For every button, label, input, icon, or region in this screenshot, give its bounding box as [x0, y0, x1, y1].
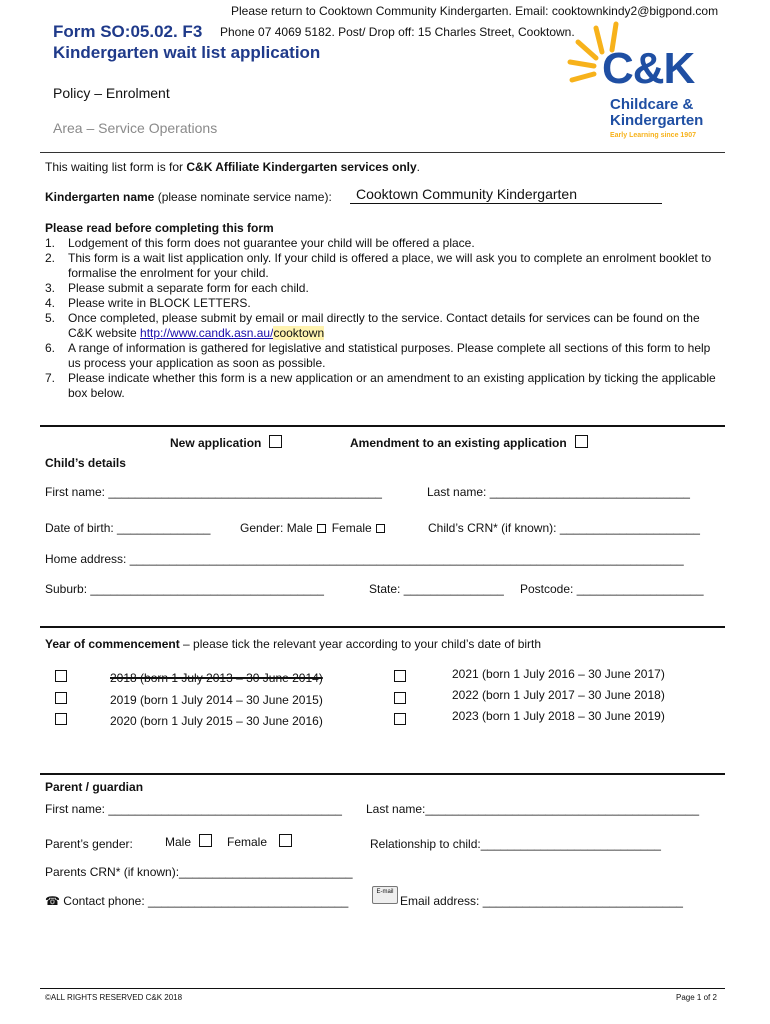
suburb-field[interactable]: Suburb: ___________________________________: [45, 582, 324, 596]
child-male-checkbox[interactable]: [317, 524, 326, 533]
logo-brand: C&K: [602, 44, 695, 93]
year-2020-checkbox[interactable]: [55, 713, 67, 725]
email-field[interactable]: Email address: ______________________________: [400, 894, 683, 908]
instructions-list: [45, 236, 725, 401]
section-divider: [40, 773, 725, 775]
child-last-name-field[interactable]: Last name: ______________________________: [427, 485, 690, 499]
year-2022-option: 2022 (born 1 July 2017 – 30 June 2018): [452, 688, 665, 702]
instructions-heading: Please read before completing this form: [45, 221, 274, 235]
ck-logo: [560, 18, 720, 148]
relationship-field[interactable]: Relationship to child:___________________________: [370, 837, 661, 851]
year-2021-option: 2021 (born 1 July 2016 – 30 June 2017): [452, 667, 665, 681]
commencement-heading: Year of commencement – please tick the relevant year according to your child’s date of birth: [45, 637, 542, 651]
parent-gender-female[interactable]: Female: [227, 834, 292, 849]
footer-divider: [40, 988, 725, 989]
logo-line2: Kindergarten: [610, 112, 704, 129]
home-address-field[interactable]: Home address: ___________________________________________________________________________________: [45, 552, 684, 566]
year-2021-checkbox[interactable]: [394, 670, 406, 682]
section-divider: [40, 425, 725, 427]
parent-last-name-field[interactable]: Last name:_________________________________________: [366, 802, 699, 816]
child-dob-field[interactable]: Date of birth: ______________: [45, 521, 211, 535]
amendment-option[interactable]: Amendment to an existing application: [350, 435, 588, 450]
new-application-option[interactable]: New application: [170, 435, 282, 450]
year-2023-option: 2023 (born 1 July 2018 – 30 June 2019): [452, 709, 665, 723]
highlighted-service: cooktown: [273, 326, 325, 340]
list-item: 5. Once completed, please submit by email or mail directly to the service. Contact details for services can be found on the C&K website http://www.candk.asn.au/cooktown: [45, 311, 700, 340]
logo-line1: Childcare &: [610, 96, 694, 113]
parent-heading: Parent / guardian: [45, 780, 144, 794]
postcode-field[interactable]: Postcode: ___________________: [520, 582, 704, 596]
parent-female-checkbox[interactable]: [279, 834, 292, 847]
list-item: 1. Lodgement of this form does not guarantee your child will be offered a place.: [45, 236, 475, 250]
child-female-checkbox[interactable]: [376, 524, 385, 533]
year-2020-option: 2020 (born 1 July 2015 – 30 June 2016): [110, 714, 323, 728]
page-title: Kindergarten wait list application: [53, 43, 321, 62]
child-details-heading: Child’s details: [45, 456, 126, 470]
child-first-name-field[interactable]: First name: _________________________________________: [45, 485, 382, 499]
area-label: Area – Service Operations: [53, 120, 218, 136]
amendment-checkbox[interactable]: [575, 435, 588, 448]
list-item: 2. This form is a wait list application only. If your child is offered a place, we will ask you to complete an enrolment booklet to formalise the enrolment for your child.: [45, 251, 712, 280]
state-field[interactable]: State: _______________: [369, 582, 504, 596]
year-2018-checkbox[interactable]: [55, 670, 67, 682]
email-icon: E-mail: [372, 886, 398, 904]
parent-crn-field[interactable]: Parents CRN* (if known):__________________________: [45, 865, 353, 879]
year-2022-checkbox[interactable]: [394, 692, 406, 704]
year-2023-checkbox[interactable]: [394, 713, 406, 725]
parent-gender-label: Parent’s gender:: [45, 837, 133, 851]
kindergarten-name-label: Kindergarten name (please nominate service name):: [45, 190, 332, 204]
intro-text: This waiting list form is for C&K Affiliate Kindergarten services only.: [45, 160, 421, 174]
parent-gender-male[interactable]: Male: [165, 834, 212, 849]
parent-male-checkbox[interactable]: [199, 834, 212, 847]
year-2019-checkbox[interactable]: [55, 692, 67, 704]
child-crn-field[interactable]: Child’s CRN* (if known): _____________________: [428, 521, 700, 535]
phone-icon: ☎: [45, 894, 60, 908]
child-gender-field: Gender: Male Female: [240, 521, 385, 535]
year-2018-option: 2018 (born 1 July 2013 – 30 June 2014): [110, 671, 323, 685]
return-instructions: Please return to Cooktown Community Kindergarten. Email: cooktownkindy2@bigpond.com: [231, 4, 719, 18]
year-2019-option: 2019 (born 1 July 2014 – 30 June 2015): [110, 693, 323, 707]
parent-first-name-field[interactable]: First name: ___________________________________: [45, 802, 342, 816]
section-divider: [40, 626, 725, 628]
kindergarten-name-field[interactable]: Cooktown Community Kindergarten: [350, 186, 662, 204]
list-item: 4. Please write in BLOCK LETTERS.: [45, 296, 251, 310]
header-divider: [40, 152, 725, 153]
list-item: 3. Please submit a separate form for each child.: [45, 281, 309, 295]
candk-website-link[interactable]: http://www.candk.asn.au/: [140, 326, 274, 340]
new-application-checkbox[interactable]: [269, 435, 282, 448]
policy-label: Policy – Enrolment: [53, 85, 170, 101]
logo-tagline: Early Learning since 1907: [610, 132, 696, 139]
list-item: 6. A range of information is gathered for legislative and statistical purposes. Please complete all sections of this form to help us process your application as soon as possible.: [45, 341, 711, 370]
contact-line: Phone 07 4069 5182. Post/ Drop off: 15 Charles Street, Cooktown.: [220, 25, 575, 39]
form-code: Form SO:05.02. F3: [53, 22, 203, 41]
page-number: Page 1 of 2: [676, 993, 717, 1002]
contact-phone-field[interactable]: ☎ Contact phone: ______________________________: [45, 894, 349, 908]
list-item: 7. Please indicate whether this form is a new application or an amendment to an existing application by ticking the applicable box below.: [45, 371, 716, 400]
copyright: ©ALL RIGHTS RESERVED C&K 2018: [45, 993, 183, 1002]
